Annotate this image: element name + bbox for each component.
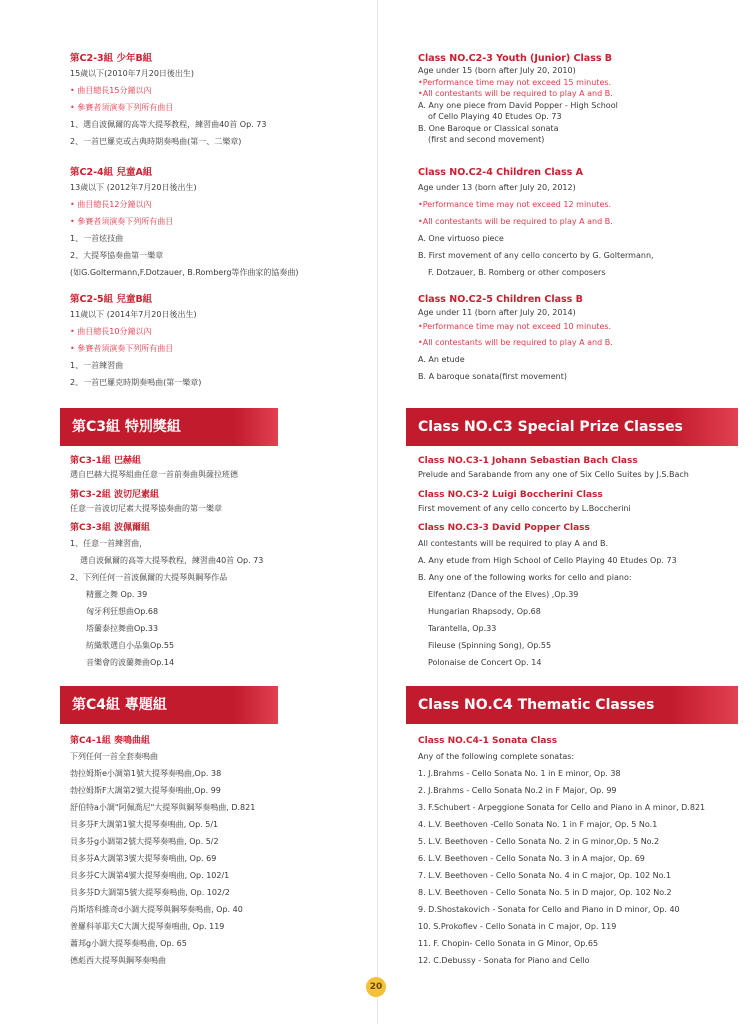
text-line: • 曲目總長10分鐘以內 (70, 327, 152, 336)
text-line: 塔蘭泰拉舞曲Op.33 (86, 624, 159, 633)
text-line: 貝多芬D大調第5號大提琴奏鳴曲, Op. 102/2 (70, 888, 230, 897)
text-line: 2、下列任何一首波佩爾的大提琴與鋼琴作品 (70, 573, 228, 582)
text-line: 德彪西大提琴與鋼琴奏鳴曲 (70, 956, 166, 965)
text-line: 2、一首巴羅克或古典時期奏鳴曲(第一、二樂章) (70, 137, 242, 146)
text-line: 2、大提琴協奏曲第一樂章 (70, 251, 164, 260)
text-line: 13歲以下 (2012年7月20日後出生) (70, 183, 197, 192)
text-line: 4. L.V. Beethoven -Cello Sonata No. 1 in F major, Op. 5 No.1 (418, 820, 658, 829)
text-line: 7. L.V. Beethoven - Cello Sonata No. 4 in C major, Op. 102 No.1 (418, 871, 672, 880)
text-line: 6. L.V. Beethoven - Cello Sonata No. 3 in A major, Op. 69 (418, 854, 645, 863)
text-line: 紡織歌選自小品集Op.55 (86, 641, 175, 650)
text-line: 肖斯塔科維奇d小調大提琴與鋼琴奏鳴曲, Op. 40 (70, 905, 243, 914)
text-line: 11. F. Chopin- Cello Sonata in G Minor, Op.65 (418, 939, 599, 948)
text-line: 8. L.V. Beethoven - Cello Sonata No. 5 in D major, Op. 102 No.2 (418, 888, 672, 897)
text-line: A. Any one piece from David Popper - High School (418, 100, 618, 110)
text-line: B. A baroque sonata(first movement) (418, 372, 567, 381)
text-line: 貝多芬C大調第4號大提琴奏鳴曲, Op. 102/1 (70, 871, 230, 880)
text-line: • 參賽者須演奏下列所有曲目 (70, 103, 174, 112)
text-line: Polonaise de Concert Op. 14 (428, 658, 542, 667)
text-line: •Performance time may not exceed 10 minutes. (418, 322, 612, 331)
text-line: (如G.Goltermann,F.Dotzauer, B.Romberg等作曲家的協奏曲) (70, 268, 299, 277)
text-line: (first and second movement) (428, 135, 545, 144)
subsection-title: 第C3-2組 波切尼素組 (70, 490, 159, 500)
text-line: 10. S.Prokofiev - Cello Sonata in C major, Op. 119 (418, 922, 617, 931)
subsection-title: 第C3-1組 巴赫組 (70, 456, 141, 466)
text-line: •All contestants will be required to play A and B. (418, 338, 613, 347)
left-c2-4 (70, 166, 299, 281)
text-line: 匈牙利狂想曲Op.68 (86, 607, 159, 616)
section-title: 第C2-4組 兒童A組 (70, 167, 153, 178)
right-c3-3 (418, 522, 677, 671)
subsection-title: Class NO.C4-1 Sonata Class (418, 736, 558, 746)
text-line: Elfentanz (Dance of the Elves) ,Op.39 (428, 590, 579, 599)
text-line: 貝多芬F大調第1號大提琴奏鳴曲, Op. 5/1 (70, 820, 219, 829)
text-line: F. Dotzauer, B. Romberg or other composers (428, 268, 606, 277)
text-line: Age under 15 (born after July 20, 2010) (418, 66, 576, 75)
section-band-c3: 第C3組 特別獎組 (60, 408, 278, 446)
text-line: 9. D.Shostakovich - Sonata for Cello and Piano in D minor, Op. 40 (418, 905, 680, 914)
text-line: 5. L.V. Beethoven - Cello Sonata No. 2 in G minor,Op. 5 No.2 (418, 837, 660, 846)
text-line: Age under 11 (born after July 20, 2014) (418, 308, 576, 317)
right-c3-2 (418, 489, 631, 516)
column-divider (377, 0, 378, 1024)
text-line: 1、選自波佩爾的高等大提琴教程，練習曲40首 Op. 73 (70, 120, 267, 129)
text-line: A. An etude (418, 355, 465, 364)
section-title: Class NO.C2-5 Children Class B (418, 294, 583, 305)
text-line: 3. F.Schubert - Arpeggione Sonata for Cello and Piano in A minor, D.821 (418, 803, 706, 812)
text-line: 1. J.Brahms - Cello Sonata No. 1 in E minor, Op. 38 (418, 769, 621, 778)
section-title: Class NO.C2-3 Youth (Junior) Class B (418, 53, 613, 64)
right-c2-5 (418, 293, 613, 385)
section-title: 第C2-5組 兒童B組 (70, 294, 153, 305)
left-c2-5 (70, 293, 201, 391)
left-c2-3 (70, 52, 266, 150)
text-line: 2、一首巴羅克時期奏鳴曲(第一樂章) (70, 378, 202, 387)
text-line: 貝多芬A大調第3號大提琴奏鳴曲, Op. 69 (70, 854, 217, 863)
text-line: A. One virtuoso piece (418, 234, 504, 243)
text-line: Fileuse (Spinning Song), Op.55 (428, 641, 552, 650)
text-line: 11歲以下 (2014年7月20日後出生) (70, 310, 197, 319)
right-c4-1 (418, 735, 705, 969)
text-line: A. Any etude from High School of Cello Playing 40 Etudes Op. 73 (418, 556, 677, 565)
left-c4-1 (70, 735, 255, 969)
text-line: 1、一首炫技曲 (70, 234, 124, 243)
text-line: Hungarian Rhapsody, Op.68 (428, 607, 541, 616)
text-line: •Performance time may not exceed 12 minutes. (418, 200, 612, 209)
text-line: 1、任意一首練習曲， (70, 539, 148, 548)
text-line: 下列任何一首全套奏鳴曲 (70, 752, 158, 761)
text-line: •Performance time may not exceed 15 minutes. (418, 77, 612, 87)
text-line: 選自巴赫大提琴組曲任意一首前奏曲與薩拉班德 (70, 470, 238, 479)
text-line: •All contestants will be required to play A and B. (418, 89, 613, 98)
text-line: Any of the following complete sonatas: (418, 752, 575, 761)
text-line: 2. J.Brahms - Cello Sonata No.2 in F Major, Op. 99 (418, 786, 617, 795)
text-line: Age under 13 (born after July 20, 2012) (418, 183, 576, 192)
text-line: 蕭邦g小調大提琴奏鳴曲, Op. 65 (70, 939, 187, 948)
section-band-c3-en: Class NO.C3 Special Prize Classes (406, 408, 738, 446)
text-line: 勃拉姆斯F大調第2號大提琴奏鳴曲,Op. 99 (70, 786, 221, 795)
text-line: • 曲目總長12分鐘以內 (70, 200, 152, 209)
subsection-title: Class NO.C3-1 Johann Sebastian Bach Class (418, 456, 638, 466)
text-line: First movement of any cello concerto by L.Boccherini (418, 504, 631, 513)
right-c2-3 (418, 52, 618, 146)
text-line: 舒伯特a小調"阿佩喬尼"大提琴與鋼琴奏鳴曲, D.821 (70, 803, 256, 812)
subsection-title: 第C4-1組 奏鳴曲組 (70, 736, 150, 746)
subsection-title: Class NO.C3-3 David Popper Class (418, 523, 590, 533)
text-line: B. One Baroque or Classical sonata (418, 123, 559, 133)
left-c3-3 (70, 522, 263, 671)
text-line: 15歲以下(2010年7月20日後出生) (70, 69, 195, 78)
text-line: 1、一首練習曲 (70, 361, 124, 370)
text-line: • 參賽者須演奏下列所有曲目 (70, 344, 174, 353)
text-line: B. Any one of the following works for cello and piano: (418, 573, 632, 582)
text-line: 勃拉姆斯e小調第1號大提琴奏鳴曲,Op. 38 (70, 769, 222, 778)
section-title: Class NO.C2-4 Children Class A (418, 167, 583, 178)
left-c3-1 (70, 455, 238, 482)
text-line: Prelude and Sarabande from any one of Six Cello Suites by J.S.Bach (418, 470, 689, 479)
section-band-c4-en: Class NO.C4 Thematic Classes (406, 686, 738, 724)
right-c3-1 (418, 455, 689, 482)
text-line: 選自波佩爾的高等大提琴教程，練習曲40首 Op. 73 (80, 556, 264, 565)
text-line: 12. C.Debussy - Sonata for Piano and Cello (418, 956, 590, 965)
text-line: 音樂會的波蘭舞曲Op.14 (86, 658, 175, 667)
section-band-c4: 第C4組 專題組 (60, 686, 278, 724)
page-number: 20 (366, 977, 386, 997)
subsection-title: Class NO.C3-2 Luigi Boccherini Class (418, 490, 603, 500)
subsection-title: 第C3-3組 波佩爾組 (70, 523, 150, 533)
text-line: •All contestants will be required to play A and B. (418, 217, 613, 226)
text-line: of Cello Playing 40 Etudes Op. 73 (428, 112, 562, 121)
text-line: 普羅科菲耶夫C大調大提琴奏鳴曲, Op. 119 (70, 922, 225, 931)
left-c3-2 (70, 489, 222, 516)
text-line: • 參賽者須演奏下列所有曲目 (70, 217, 174, 226)
text-line: 精靈之舞 Op. 39 (86, 590, 148, 599)
text-line: 任意一首波切尼素大提琴協奏曲的第一樂章 (70, 504, 222, 513)
text-line: All contestants will be required to play A and B. (418, 539, 609, 548)
text-line: 貝多芬g小調第2號大提琴奏鳴曲, Op. 5/2 (70, 837, 219, 846)
text-line: B. First movement of any cello concerto by G. Goltermann, (418, 251, 654, 260)
text-line: • 曲目總長15分鐘以內 (70, 86, 152, 95)
section-title: 第C2-3組 少年B組 (70, 53, 153, 64)
text-line: Tarantella, Op.33 (428, 624, 497, 633)
right-c2-4 (418, 166, 654, 281)
